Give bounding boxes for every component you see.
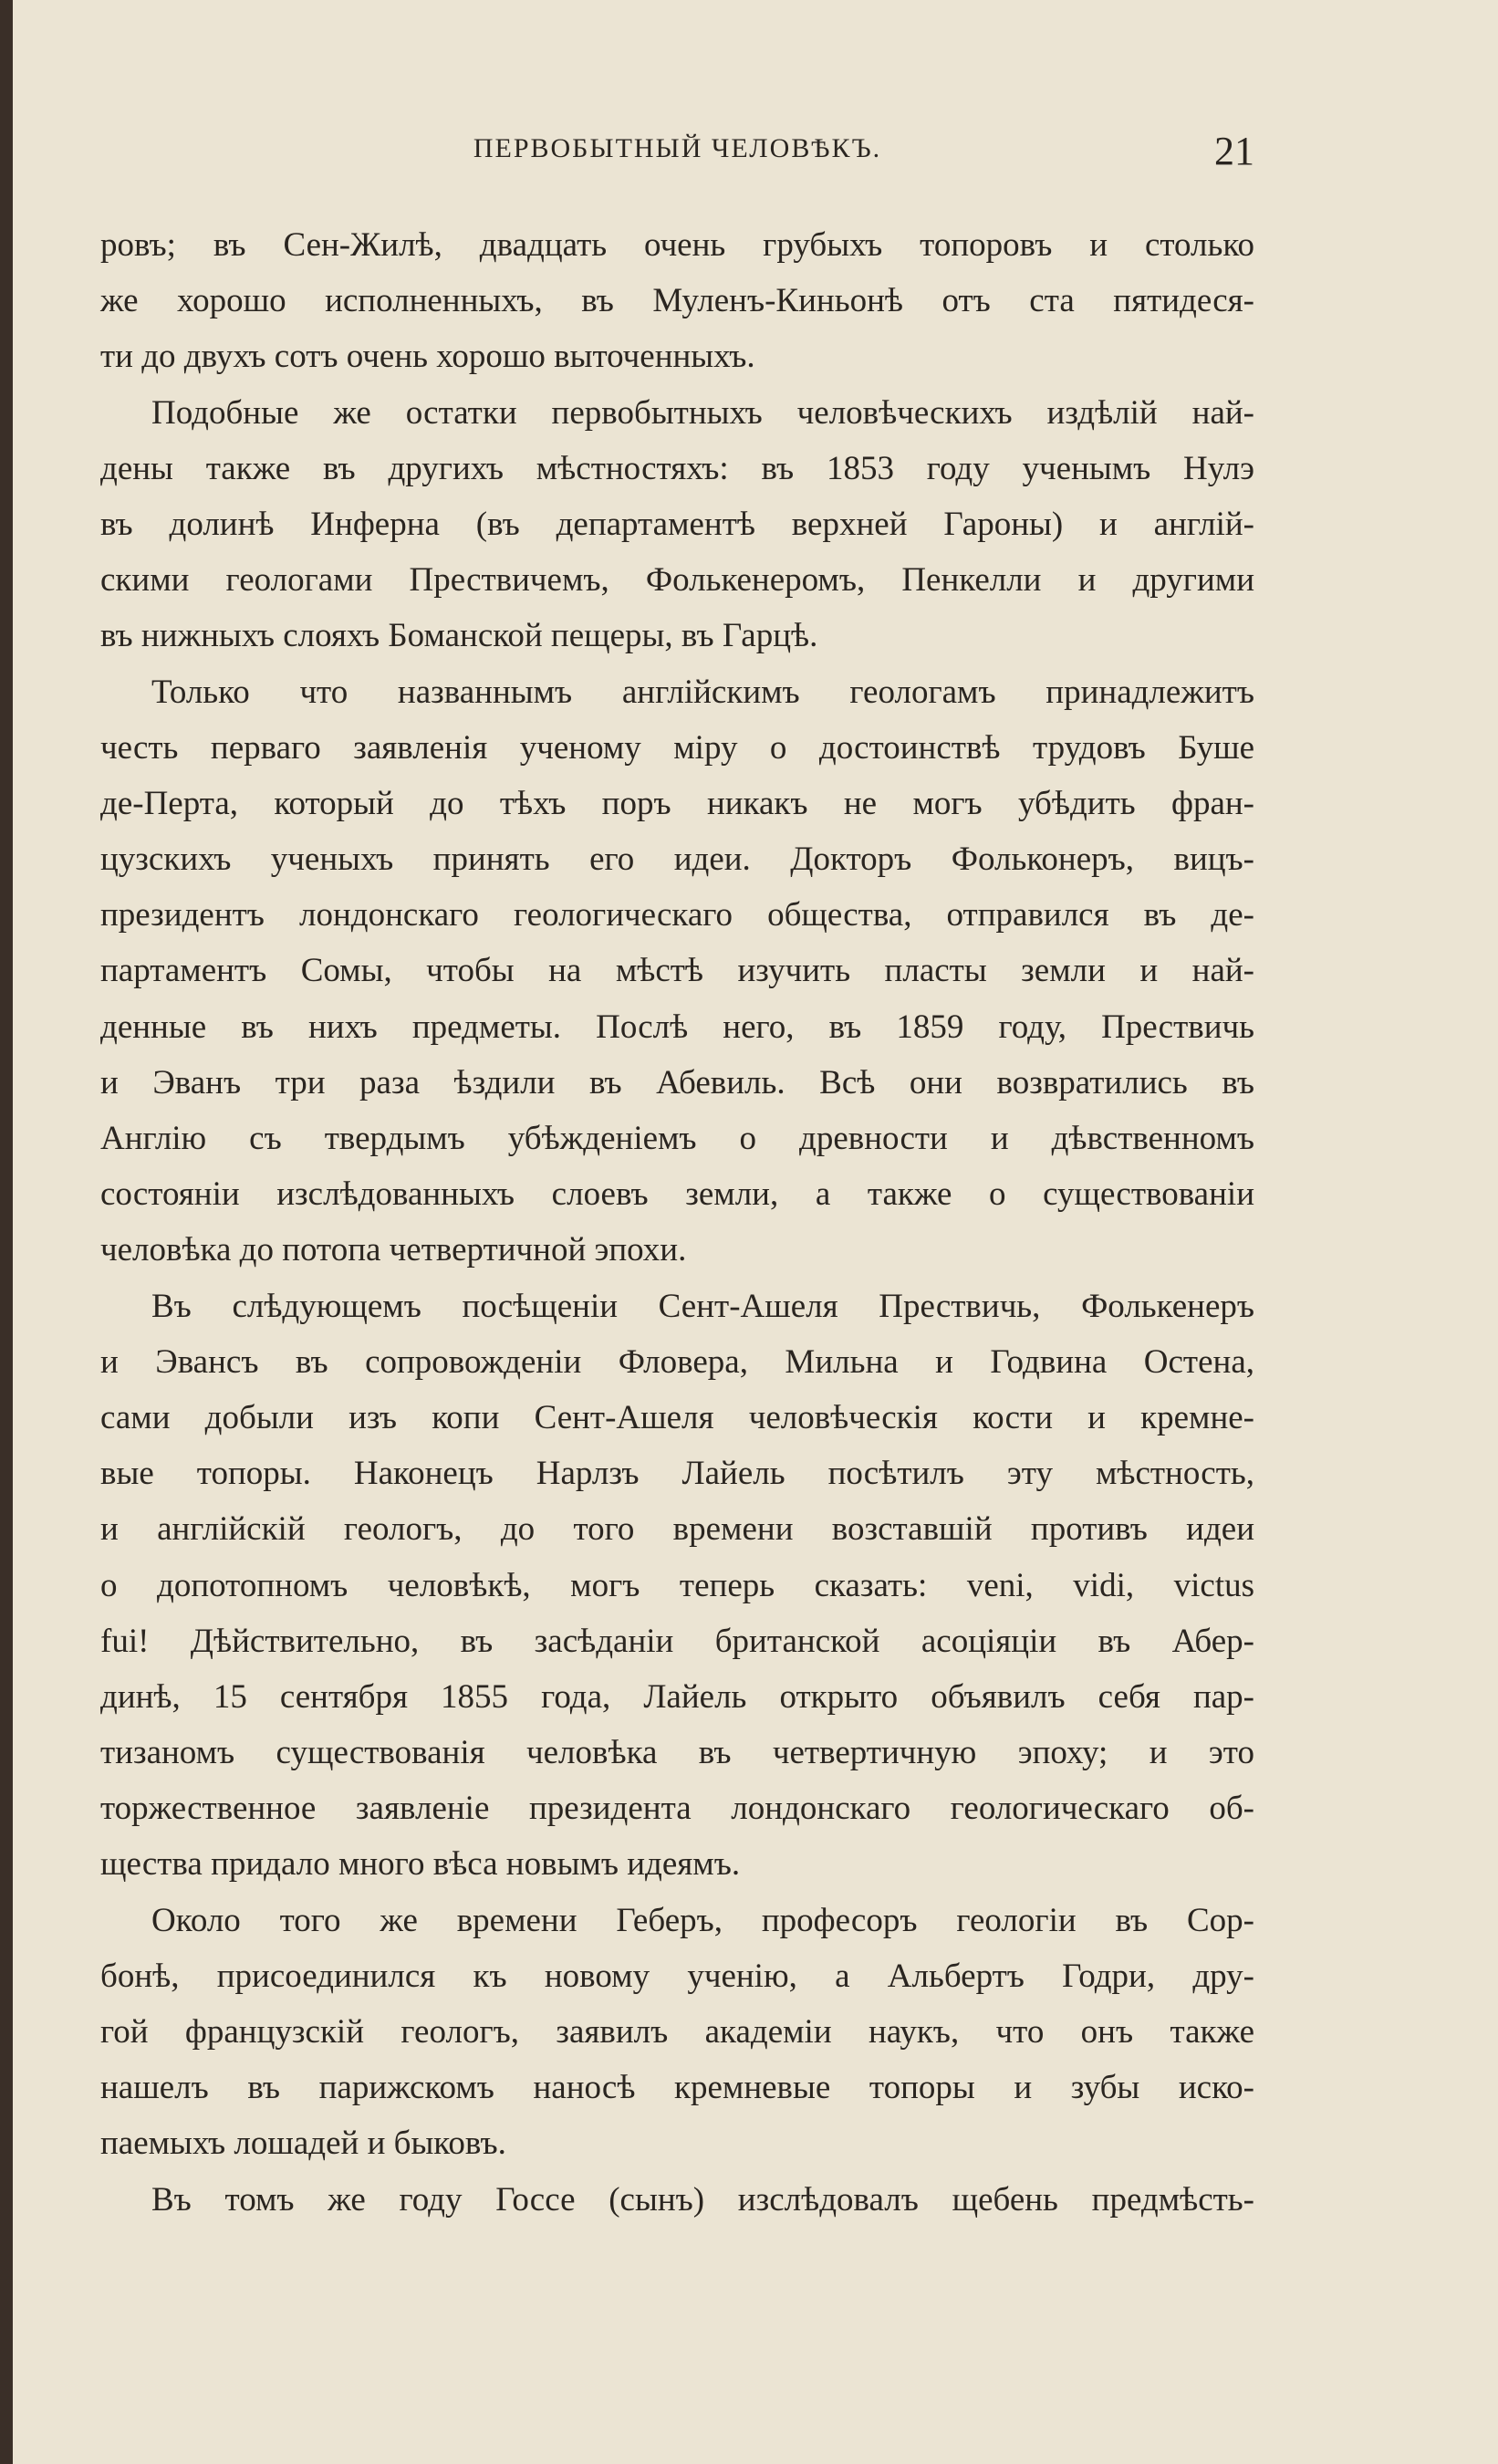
page-number: 21: [1214, 129, 1254, 173]
text-line: гой французскій геологъ, заявилъ академіи наукъ, что онъ также: [100, 2013, 1254, 2051]
text-line: Въ томъ же году Госсе (сынъ) изслѣдовалъ щебень предмѣсть-: [151, 2180, 1254, 2219]
text-line: президентъ лондонскаго геологическаго общества, отправился въ де-: [100, 896, 1254, 934]
text-line: и англійскій геологъ, до того времени возставшій противъ идеи: [100, 1510, 1254, 1549]
text-line: и Эванъ три раза ѣздили въ Абевиль. Всѣ они возвратились въ: [100, 1063, 1254, 1101]
text-line: динѣ, 15 сентября 1855 года, Лайель открыто объявилъ себя пар-: [100, 1677, 1254, 1716]
text-line: тизаномъ существованія человѣка въ четвертичную эпоху; и это: [100, 1734, 1254, 1772]
text-line: паемыхъ лошадей и быковъ.: [100, 2125, 506, 2163]
text-line: щества придало много вѣса новымъ идеямъ.: [100, 1845, 741, 1884]
text-line: Подобные же остатки первобытныхъ человѣческихъ издѣлій най-: [151, 393, 1254, 432]
text-line: честь перваго заявленія ученому міру о достоинствѣ трудовъ Буше: [100, 728, 1254, 767]
text-line: вые топоры. Наконецъ Нарлзъ Лайель посѣтилъ эту мѣстность,: [100, 1455, 1254, 1493]
text-line: и Эвансъ въ сопровожденіи Фловера, Мильна и Годвина Остена,: [100, 1342, 1254, 1381]
text-line: ти до двухъ сотъ очень хорошо выточенныхъ.: [100, 338, 755, 376]
text-line: человѣка до потопа четвертичной эпохи.: [100, 1231, 687, 1269]
page-header: [100, 128, 1254, 183]
text-line: де-Перта, который до тѣхъ поръ никакъ не могъ убѣдить фран-: [100, 784, 1254, 822]
text-line: Въ слѣдующемъ посѣщеніи Сент-Ашеля Прествичь, Фолькенеръ: [151, 1287, 1254, 1325]
text-line: же хорошо исполненныхъ, въ Муленъ-Киньонѣ отъ ста пятидеся-: [100, 282, 1254, 320]
text-line: сами добыли изъ копи Сент-Ашеля человѣческія кости и кремне-: [100, 1398, 1254, 1436]
text-line: Англію съ твердымъ убѣжденіемъ о древности и дѣвственномъ: [100, 1120, 1254, 1157]
text-line: бонѣ, присоединился къ новому ученію, а Альбертъ Годри, дру-: [100, 1957, 1254, 1995]
text-line: въ нижныхъ слояхъ Боманской пещеры, въ Гарцѣ.: [100, 617, 818, 655]
text-line: состояніи изслѣдованныхъ слоевъ земли, а также о существованіи: [100, 1175, 1254, 1214]
text-line: дены также въ другихъ мѣстностяхъ: въ 1853 году ученымъ Нулэ: [100, 449, 1254, 487]
body-text: [100, 217, 1254, 2228]
text-line: Около того же времени Геберъ, професоръ геологіи въ Сор-: [151, 1901, 1254, 1939]
text-line: нашелъ въ парижскомъ наносѣ кремневые топоры и зубы иско-: [100, 2069, 1254, 2107]
page-spine-edge: [0, 0, 13, 2464]
text-line: Только что названнымъ англійскимъ геологамъ принадлежитъ: [151, 673, 1254, 711]
text-line: въ долинѣ Инферна (въ департаментѣ верхней Гароны) и англій-: [100, 505, 1254, 543]
text-line: скими геологами Прествичемъ, Фолькенеромъ, Пенкелли и другими: [100, 561, 1254, 600]
text-line: денные въ нихъ предметы. Послѣ него, въ 1859 году, Прествичь: [100, 1008, 1254, 1046]
text-line: цузскихъ ученыхъ принять его идеи. Докторъ Фольконеръ, вицъ-: [100, 840, 1254, 879]
text-line: fui! Дѣйствительно, въ засѣданіи британской асоціяціи въ Абер-: [100, 1622, 1254, 1660]
text-line: ровъ; въ Сен-Жилѣ, двадцать очень грубыхъ топоровъ и столько: [100, 226, 1254, 264]
text-line: торжественное заявленіе президента лондонскаго геологическаго об-: [100, 1790, 1254, 1828]
text-line: о допотопномъ человѣкѣ, могъ теперь сказать: veni, vidi, victus: [100, 1566, 1254, 1604]
running-title: ПЕРВОБЫТНЫЙ ЧЕЛОВѢКЪ.: [473, 133, 882, 163]
text-line: партаментъ Сомы, чтобы на мѣстѣ изучить пласты земли и най-: [100, 952, 1254, 990]
